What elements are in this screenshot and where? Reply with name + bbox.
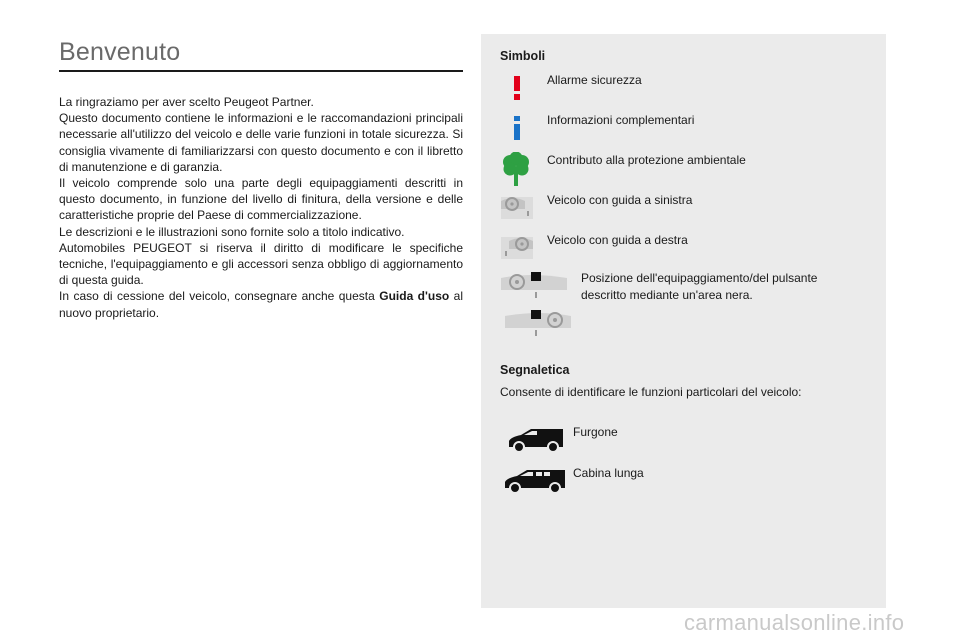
- intro-paragraph: Automobiles PEUGEOT si riserva il diritto di modificare le specifiche tecniche, l'equipaggiamento e gli accessori senza obbligo di aggiornamento di questa guida.: [59, 240, 463, 288]
- symbol-label: Veicolo con guida a sinistra: [547, 193, 693, 207]
- intro-paragraph: La ringraziamo per aver scelto Peugeot Partner.: [59, 95, 314, 109]
- info-icon: [512, 116, 522, 140]
- long-cab-icon: [503, 468, 567, 494]
- symbol-label: Allarme sicurezza: [547, 73, 642, 87]
- signage-label: Cabina lunga: [573, 466, 644, 480]
- symbol-label: Veicolo con guida a destra: [547, 233, 688, 247]
- title-divider: [59, 70, 463, 72]
- left-hand-drive-icon: [501, 195, 533, 219]
- symbol-label: Informazioni complementari: [547, 113, 695, 127]
- tree-icon: [502, 152, 530, 186]
- guide-name: Guida d'uso: [379, 289, 450, 304]
- signage-description: Consente di identificare le funzioni particolari del veicolo:: [500, 385, 802, 399]
- symbol-row-warning: [481, 72, 886, 102]
- equipment-position-icon: [501, 270, 571, 300]
- page-title: Benvenuto: [59, 38, 181, 66]
- intro-paragraph: Il veicolo comprende solo una parte degli equipaggiamenti descritti in questo documento, in funzione del livello di finitura, della versione e delle caratteristiche proprie del Paese di commercializzazione.: [59, 176, 463, 223]
- symbol-row-rhd: [481, 232, 886, 262]
- equipment-position-rhd-icon: [501, 308, 571, 338]
- watermark: carmanualsonline.info: [684, 610, 905, 635]
- intro-paragraph-last: [59, 288, 463, 320]
- intro-text: [59, 94, 463, 321]
- signage-label: Furgone: [573, 425, 618, 439]
- symbol-row-equipment: [481, 270, 886, 370]
- symbol-label: Contributo alla protezione ambientale: [547, 153, 746, 167]
- symbol-row-eco: [481, 152, 886, 188]
- symbol-row-info: [481, 112, 886, 142]
- signage-row-van: [481, 424, 886, 454]
- last-paragraph-text-end: al nuovo proprietario.: [59, 289, 463, 320]
- exclamation-icon: [512, 76, 522, 100]
- symbol-row-lhd: [481, 192, 886, 222]
- right-hand-drive-icon: [501, 235, 533, 259]
- symbols-heading: Simboli: [500, 49, 546, 63]
- van-icon: [507, 427, 565, 453]
- signage-row-long-cab: [481, 465, 886, 495]
- symbol-label: Posizione dell'equipaggiamento/del pulsante descritto mediante un'area nera.: [581, 271, 818, 302]
- intro-paragraph: Le descrizioni e le illustrazioni sono fornite solo a titolo indicativo.: [59, 224, 405, 239]
- last-paragraph-text: In caso di cessione del veicolo, consegnare anche questa: [59, 289, 380, 304]
- signage-heading: Segnaletica: [500, 363, 570, 377]
- intro-paragraph: Questo documento contiene le informazioni e le raccomandazioni principali necessarie all'utilizzo del veicolo e delle varie funzioni in totale sicurezza. Si consiglia vivamente di familiarizzarsi con questo documento e con il libretto di manutenzione e di garanzia.: [59, 111, 463, 174]
- symbols-panel: [481, 34, 886, 608]
